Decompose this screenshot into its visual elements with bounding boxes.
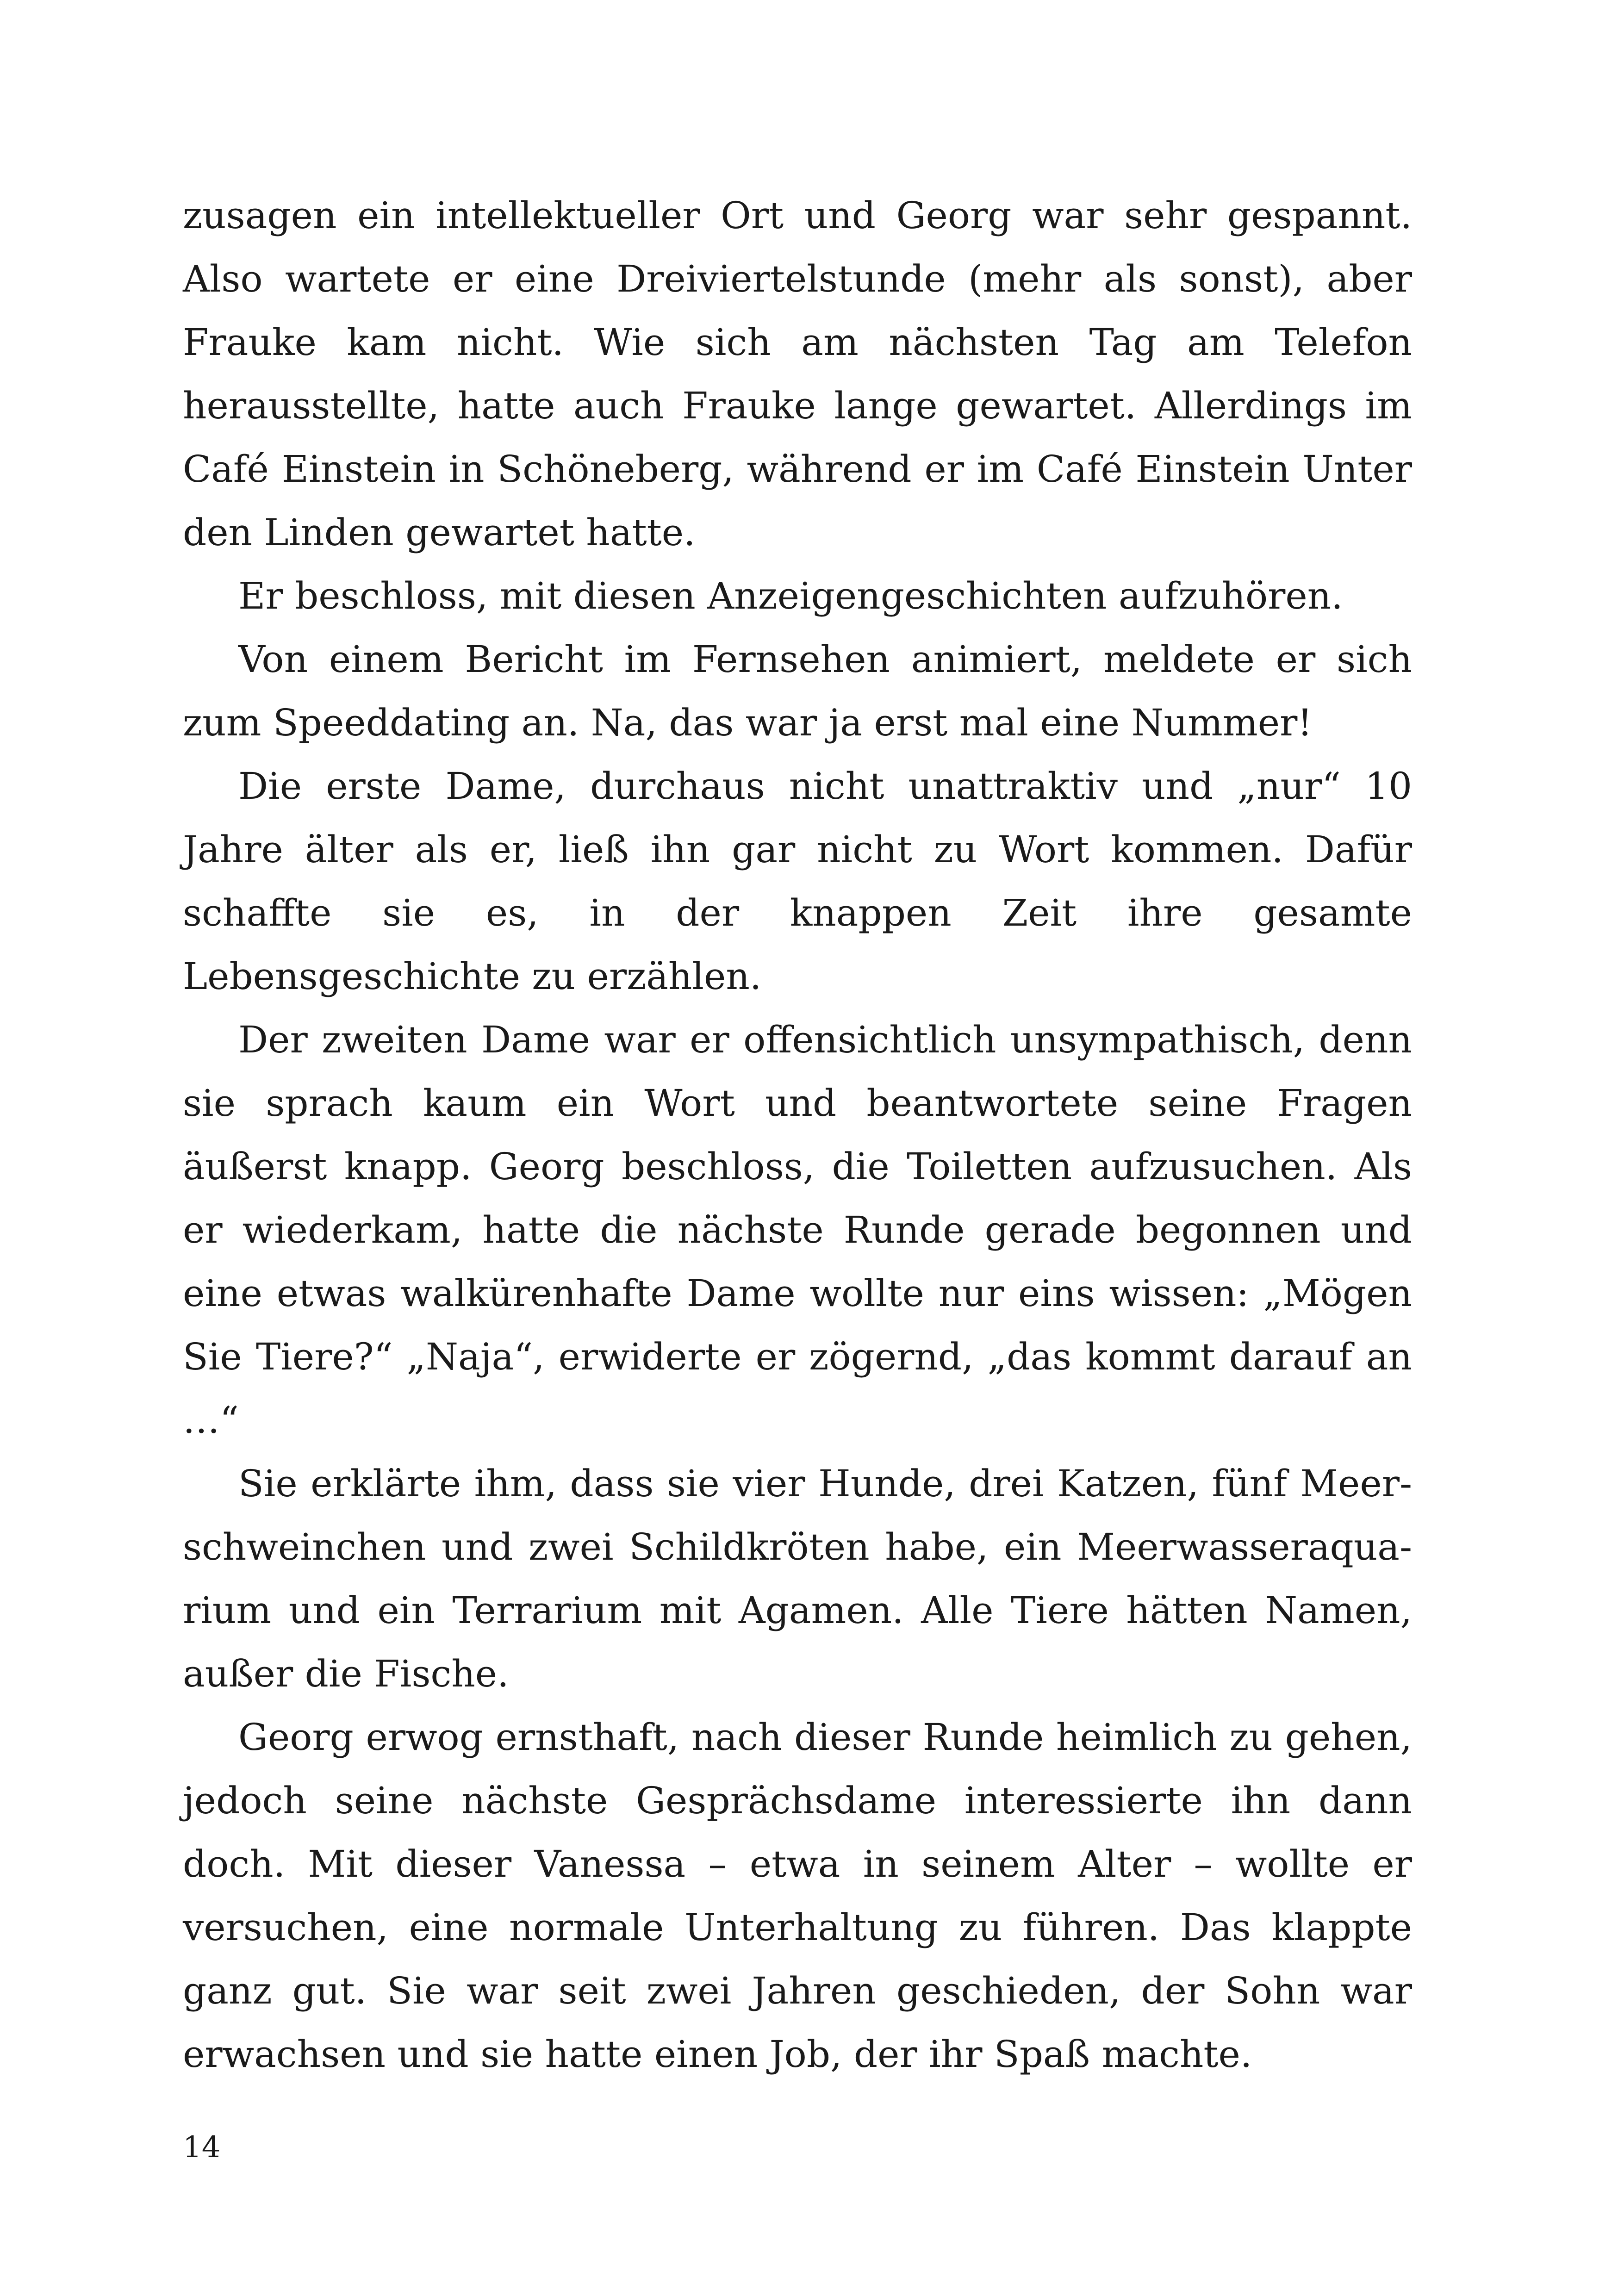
paragraph-3: Von einem Bericht im Fernsehen animiert, meldete er sich zum Speeddating an. Na, das war ja erst mal eine Nummer! bbox=[183, 638, 1412, 744]
paragraph-5: Der zweiten Dame war er offensichtlich unsympathisch, denn sie sprach kaum ein Wort und beantwortete seine Fragen äußerst knapp. Georg beschloss, die Toiletten aufzusuchen. Als er wiederkam, hatte die nächste Runde gerade begonnen und eine etwas walkürenhafte Dame wollte nur eins wissen: „Mögen Sie Tiere?“ „Naja“, erwiderte er zögernd, „das kommt darauf an …“ bbox=[183, 1018, 1412, 1442]
paragraph-1: zusagen ein intellektueller Ort und Georg war sehr gespannt. Also wartete er eine Dreiviertelstunde (mehr als sonst), aber Frauke kam nicht. Wie sich am nächsten Tag am Telefon herausstellte, hatte auch Frauke lange gewartet. Allerdings im Café Einstein in Schöneberg, während er im Café Einstein Unter den Linden gewartet hatte. bbox=[183, 194, 1412, 554]
page-number: 14 bbox=[183, 2130, 221, 2165]
body-text bbox=[183, 184, 1412, 2086]
paragraph-7: Georg erwog ernsthaft, nach dieser Runde heimlich zu gehen, jedoch seine nächste Gesprächsdame interessierte ihn dann doch. Mit dieser Vanessa – etwa in seinem Alter – wollte er versuchen, eine normale Unterhaltung zu führen. Das klappte ganz gut. Sie war seit zwei Jahren geschieden, der Sohn war erwachsen und sie hatte einen Job, der ihr Spaß machte. bbox=[183, 1716, 1412, 2076]
paragraph-4: Die erste Dame, durchaus nicht unattraktiv und „nur“ 10 Jahre älter als er, ließ ihn gar nicht zu Wort kommen. Dafür schaffte sie es, in der knappen Zeit ihre gesamte Lebensgeschichte zu erzählen. bbox=[183, 765, 1412, 998]
paragraph-6: Sie erklärte ihm, dass sie vier Hunde, drei Katzen, fünf Meerschweinchen und zwei Schildkröten habe, ein Meerwasseraquarium und ein Terrarium mit Agamen. Alle Tiere hätten Namen, außer die Fische. bbox=[183, 1462, 1412, 1695]
paragraph-2: Er beschloss, mit diesen Anzeigengeschichten aufzuhören. bbox=[238, 574, 1343, 617]
